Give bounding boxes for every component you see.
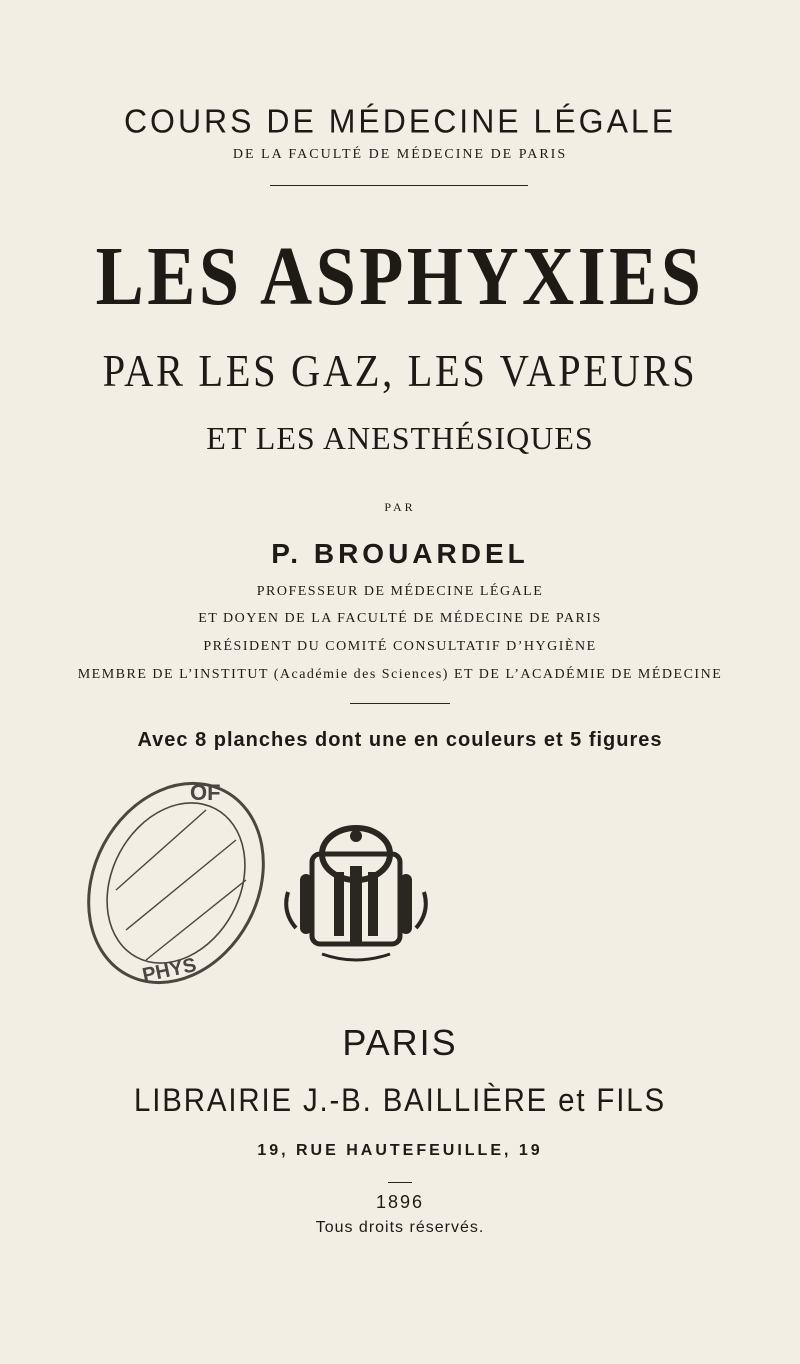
stamp-text-bottom: PHYS	[140, 954, 199, 987]
imprint-publisher: LIBRAIRIE J.-B. BAILLIÈRE et FILS	[134, 1082, 666, 1118]
subtitle-gases-vapors: PAR LES GAZ, LES VAPEURS	[102, 345, 698, 396]
header-rule	[270, 185, 528, 186]
publisher-ornament-icon	[282, 814, 430, 964]
stamp-text-top: OF	[190, 780, 221, 805]
library-stamp-icon	[86, 770, 266, 996]
author-credential: PROFESSEUR DE MÉDECINE LÉGALE	[256, 584, 544, 599]
subtitle-anesthetics: ET LES ANESTHÉSIQUES	[206, 420, 594, 456]
author-credential: ET DOYEN DE LA FACULTÉ DE MÉDECINE DE PARIS	[198, 611, 602, 626]
plates-note: Avec 8 planches dont une en couleurs et 5 figures	[137, 729, 663, 751]
author-credential: PRÉSIDENT DU COMITÉ CONSULTATIF D’HYGIÈNE	[203, 639, 597, 654]
author-credential: MEMBRE DE L’INSTITUT (Académie des Sciences) ET DE L’ACADÉMIE DE MÉDECINE	[77, 667, 723, 682]
imprint-address: 19, RUE HAUTEFEUILLE, 19	[257, 1142, 543, 1159]
series-title: COURS DE MÉDECINE LÉGALE	[123, 102, 677, 140]
main-title: LES ASPHYXIES	[95, 230, 705, 323]
by-label: PAR	[384, 500, 416, 514]
author-name: P. BROUARDEL	[271, 538, 529, 569]
imprint-city: PARIS	[342, 1022, 458, 1063]
imprint-rights: Tous droits réservés.	[315, 1219, 485, 1236]
imprint-year: 1896	[375, 1192, 425, 1212]
imprint-rule	[388, 1182, 412, 1183]
credentials-rule	[350, 703, 450, 704]
faculty-line: DE LA FACULTÉ DE MÉDECINE DE PARIS	[232, 147, 568, 162]
